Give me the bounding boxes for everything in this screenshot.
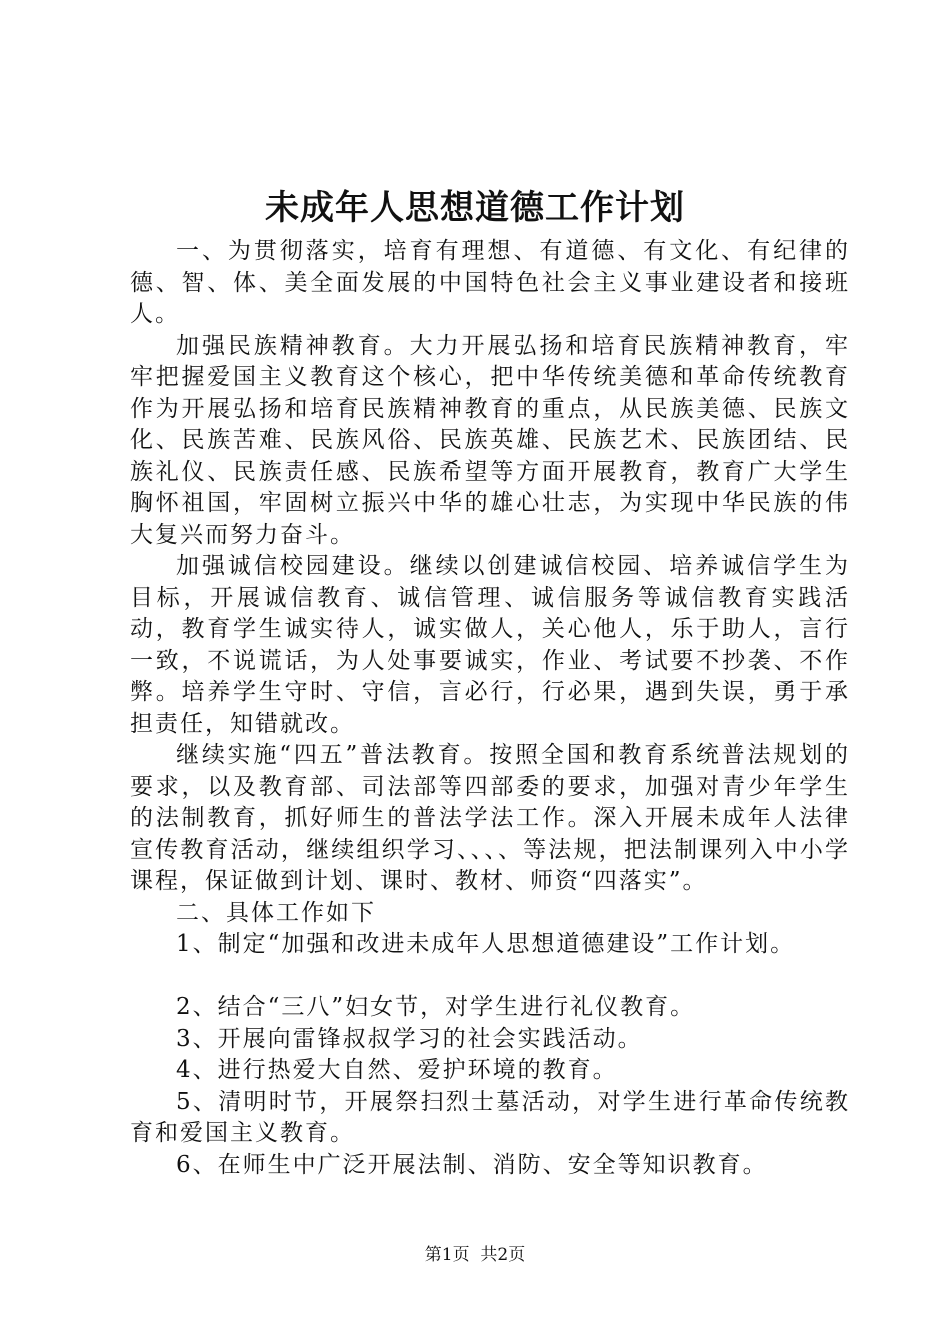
task-item-5: 5、清明时节，开展祭扫烈士墓活动，对学生进行革命传统教育和爱国主义教育。 xyxy=(130,1088,850,1146)
document-body xyxy=(130,236,850,1181)
task-item-4: 4、进行热爱大自然、爱护环境的教育。 xyxy=(176,1057,618,1083)
task-item-1: 1、制定“加强和改进未成年人思想道德建设”工作计划。 xyxy=(176,931,796,957)
task-item-2: 2、结合“三八”妇女节，对学生进行礼仪教育。 xyxy=(176,994,696,1020)
page-number-footer: 第1页 共2页 xyxy=(424,1245,526,1265)
paragraph-national-spirit: 加强民族精神教育。大力开展弘扬和培育民族精神教育，牢牢把握爱国主义教育这个核心，把中华传统美德和革命传统教育作为开展弘扬和培育民族精神教育的重点，从民族美德、民族文化、民族苦难、民族风俗、民族英雄、民族艺术、民族团结、民族礼仪、民族责任感、民族希望等方面开展教育，教育广大学生胸怀祖国，牢固树立振兴中华的雄心壮志，为实现中华民族的伟大复兴而努力奋斗。 xyxy=(130,332,850,548)
document-title: 未成年人思想道德工作计划 xyxy=(265,188,685,228)
paragraph-law-education: 继续实施“四五”普法教育。按照全国和教育系统普法规划的要求，以及教育部、司法部等四部委的要求，加强对青少年学生的法制教育，抓好师生的普法学法工作。深入开展未成年人法律宣传教育活动，继续组织学习、、、、等法规，把法制课列入中小学课程，保证做到计划、课时、教材、师资“四落实”。 xyxy=(130,742,850,894)
paragraph-integrity-campus: 加强诚信校园建设。继续以创建诚信校园、培养诚信学生为目标，开展诚信教育、诚信管理、诚信服务等诚信教育实践活动，教育学生诚实待人，诚实做人，关心他人，乐于助人，言行一致，不说谎话，为人处事要诚实，作业、考试要不抄袭、不作弊。培养学生守时、守信，言必行，行必果，遇到失误，勇于承担责任，知错就改。 xyxy=(130,553,850,737)
task-item-3: 3、开展向雷锋叔叔学习的社会实践活动。 xyxy=(176,1025,643,1052)
paragraph-intro: 一、为贯彻落实，培育有理想、有道德、有文化、有纪律的德、智、体、美全面发展的中国特色社会主义事业建设者和接班人。 xyxy=(130,238,850,327)
section-heading-specific-work: 二、具体工作如下 xyxy=(176,899,376,926)
task-item-6: 6、在师生中广泛开展法制、消防、安全等知识教育。 xyxy=(176,1151,768,1178)
